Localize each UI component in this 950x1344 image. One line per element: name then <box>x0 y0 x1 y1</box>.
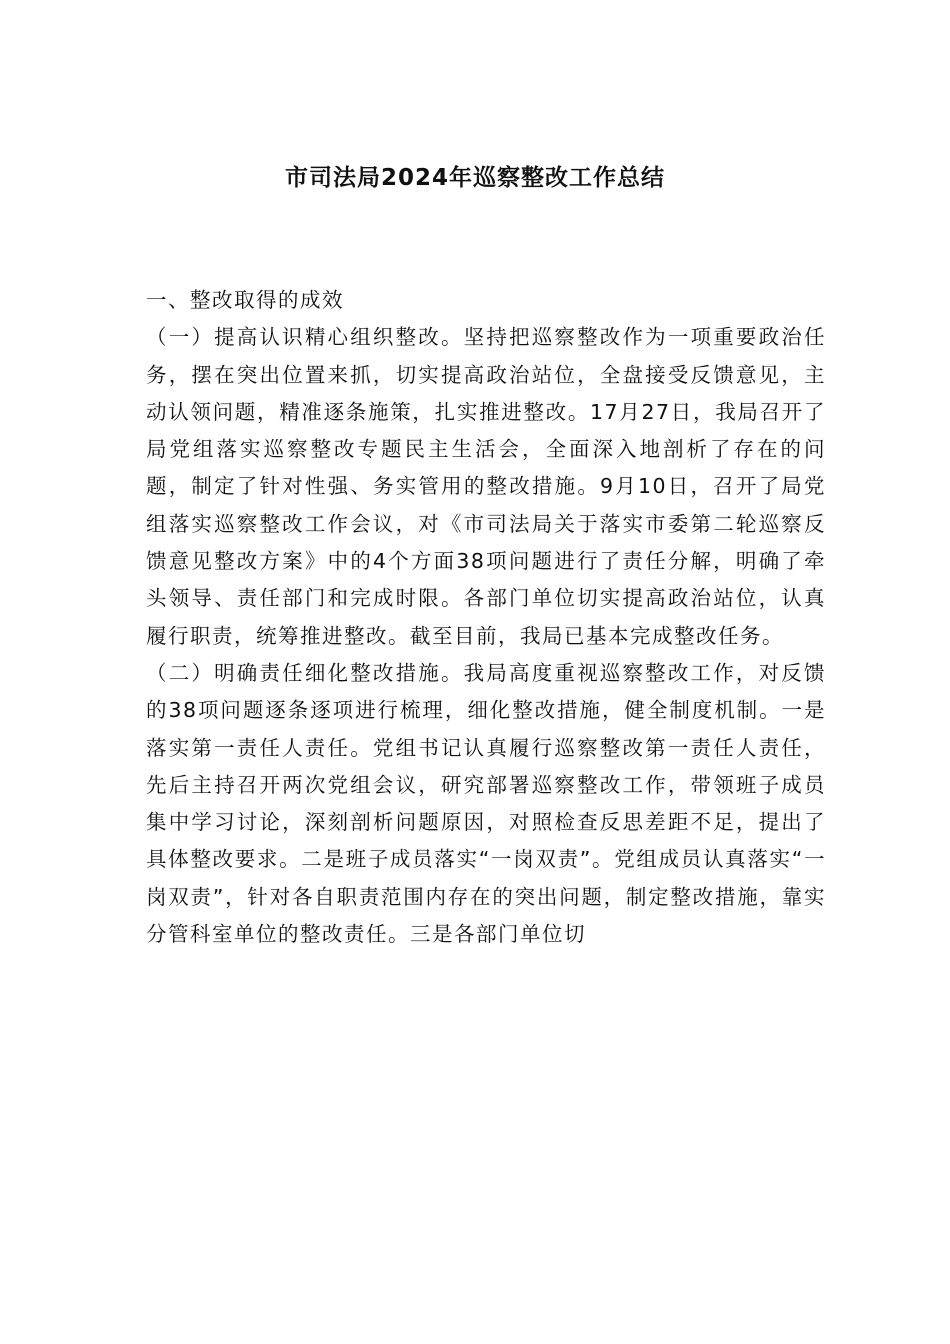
section-heading: 一、整改取得的成效 <box>146 288 344 312</box>
paragraph-1: （一）提高认识精心组织整改。坚持把巡察整改作为一项重要政治任务，摆在突出位置来抓，切实提高政治站位，全盘接受反馈意见，主动认领问题，精准逐条施策，扎实推进整改。17月27日，我局召开了局党组落实巡察整改专题民主生活会，全面深入地剖析了存在的问题，制定了针对性强、务实管用的整改措施。9月10日，召开了局党组落实巡察整改工作会议，对《市司法局关于落实市委第二轮巡察反馈意见整改方案》中的4个方面38项问题进行了责任分解，明确了牵头领导、责任部门和完成时限。各部门单位切实提高政治站位，认真履行职责，统筹推进整改。截至目前，我局已基本完成整改任务。 <box>146 325 826 648</box>
document-body <box>146 282 826 953</box>
paragraph-2: （二）明确责任细化整改措施。我局高度重视巡察整改工作，对反馈的38项问题逐条逐项进行梳理，细化整改措施，健全制度机制。一是落实第一责任人责任。党组书记认真履行巡察整改第一责任人责任，先后主持召开两次党组会议，研究部署巡察整改工作，带领班子成员集中学习讨论，深刻剖析问题原因，对照检查反思差距不足，提出了具体整改要求。二是班子成员落实“一岗双责”。党组成员认真落实“一岗双责”，针对各自职责范围内存在的突出问题，制定整改措施，靠实分管科室单位的整改责任。三是各部门单位切 <box>146 660 826 947</box>
document-title: 市司法局2024年巡察整改工作总结 <box>284 165 665 191</box>
